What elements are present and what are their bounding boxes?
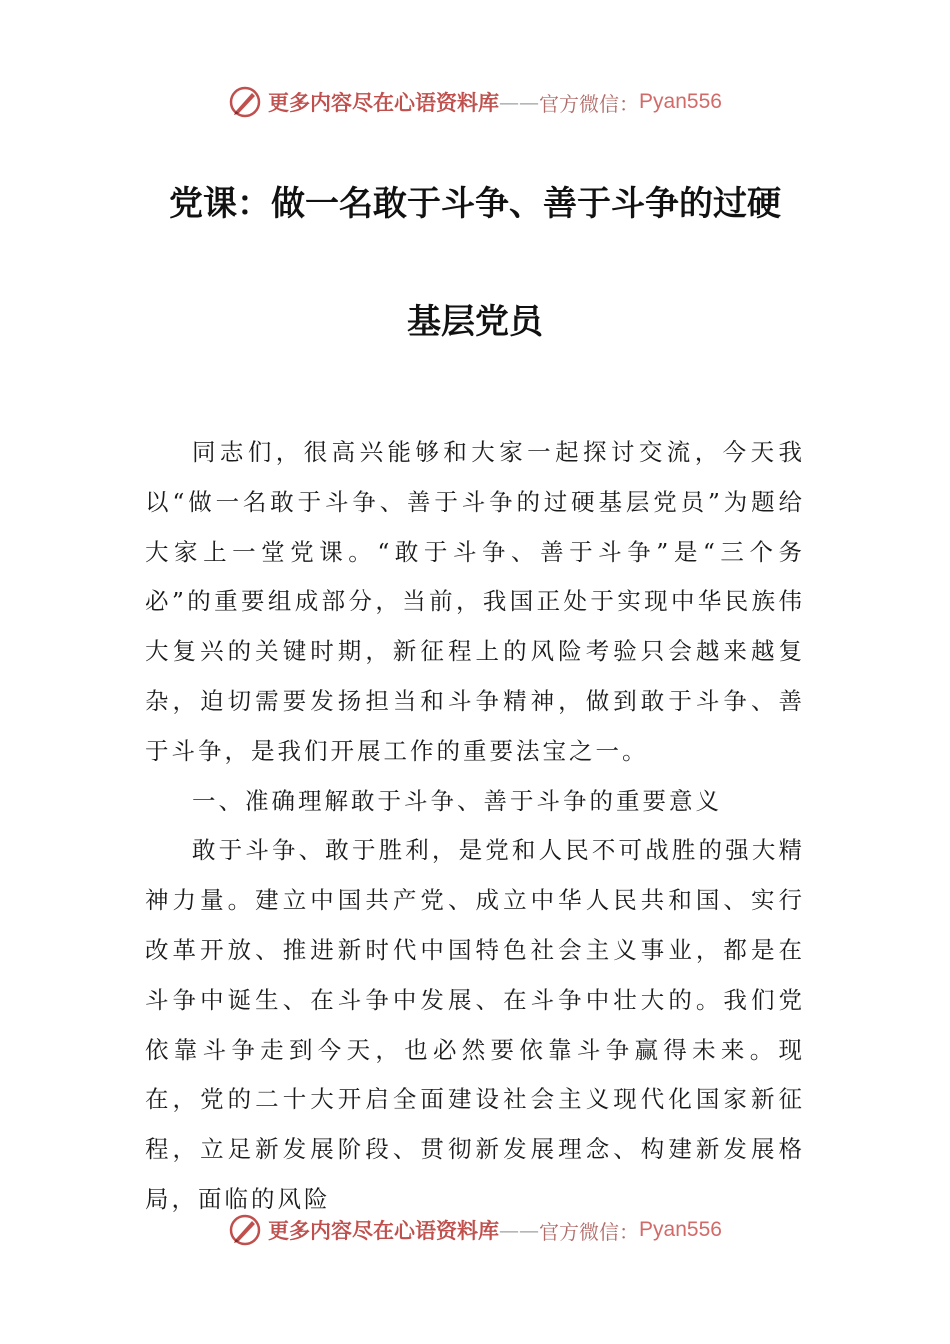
- banner-brand: 更多内容尽在心语资料库: [268, 1218, 500, 1243]
- section-heading: 一、准确理解敢于斗争、善于斗争的重要意义: [192, 786, 722, 815]
- banner-separator: ——: [499, 90, 540, 114]
- document-title-line-2: 基层党员: [407, 302, 543, 342]
- document-body: [145, 428, 805, 1225]
- banner-wechat-id: Pyan556: [639, 1218, 722, 1241]
- pen-logo-icon: [228, 85, 262, 119]
- footer-banner: [0, 1210, 950, 1250]
- banner-wechat-id: Pyan556: [639, 90, 722, 113]
- document-title-line-1: 党课：做一名敢于斗争、善于斗争的过硬: [169, 184, 781, 224]
- pen-logo-icon: [228, 1213, 262, 1247]
- banner-wechat-label: 官方微信：: [539, 91, 640, 116]
- banner-brand: 更多内容尽在心语资料库: [268, 90, 500, 115]
- paragraph-intro: 同志们，很高兴能够和大家一起探讨交流，今天我以“做一名敢于斗争、善于斗争的过硬基层党员”为题给大家上一堂党课。“敢于斗争、善于斗争”是“三个务必”的重要组成部分，当前，我国正处于实现中华民族伟大复兴的关键时期，新征程上的风险考验只会越来越复杂，迫切需要发扬担当和斗争精神，做到敢于斗争、善于斗争，是我们开展工作的重要法宝之一。: [145, 438, 805, 765]
- header-banner: [0, 82, 950, 122]
- paragraph-section-1: 敢于斗争、敢于胜利，是党和人民不可战胜的强大精神力量。建立中国共产党、成立中华人民共和国、实行改革开放、推进新时代中国特色社会主义事业，都是在斗争中诞生、在斗争中发展、在斗争中壮大的。我们党依靠斗争走到今天，也必然要依靠斗争赢得未来。现在，党的二十大开启全面建设社会主义现代化国家新征程，立足新发展阶段、贯彻新发展理念、构建新发展格局，面临的风险: [145, 836, 805, 1213]
- banner-wechat-label: 官方微信：: [539, 1219, 640, 1244]
- banner-separator: ——: [499, 1218, 540, 1242]
